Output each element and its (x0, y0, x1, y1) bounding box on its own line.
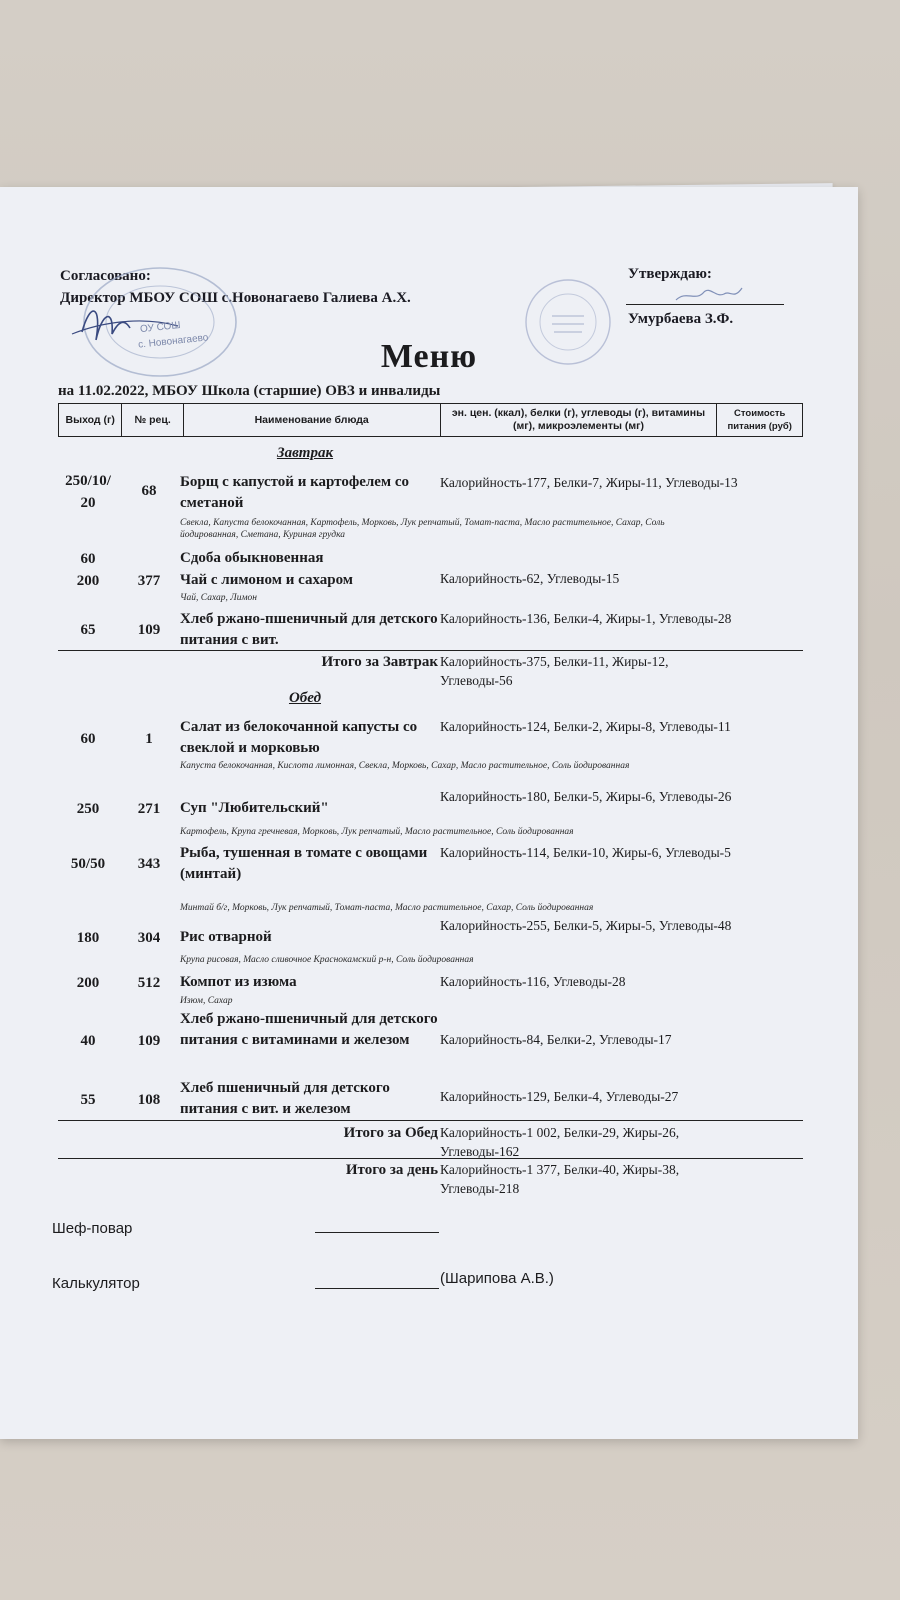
lunch-item-nutrition: Калорийность-84, Белки-2, Углеводы-17 (440, 1032, 672, 1047)
breakfast-total-rule (58, 650, 803, 651)
approve-label: Утверждаю: (628, 266, 712, 282)
lunch-item-recipe: 108 (137, 1092, 161, 1108)
breakfast-total-label: Итого за Завтрак (321, 654, 438, 670)
day-total-label: Итого за день (345, 1162, 438, 1178)
agreed-person: Директор МБОУ СОШ с.Новонагаево Галиева А.Х. (60, 290, 411, 306)
breakfast-item-name: Борщ с капустой и картофелем со сметаной (180, 474, 410, 511)
lunch-item-output: 200 (76, 975, 100, 991)
col-nutrition: эн. цен. (ккал), белки (г), углеводы (г), витамины (мг), микроэлементы (мг) (440, 404, 717, 437)
lunch-total-rule (58, 1120, 803, 1121)
lunch-item-nutrition: Калорийность-114, Белки-10, Жиры-6, Углеводы-5 (440, 845, 731, 860)
breakfast-item-nutrition: Калорийность-136, Белки-4, Жиры-1, Углеводы-28 (440, 611, 732, 626)
stamp-text-2: с. Новонагаево (137, 332, 209, 351)
day-total-value: Калорийность-1 377, Белки-40, Жиры-38, Углеводы-218 (440, 1162, 680, 1196)
breakfast-item-output: 200 (76, 573, 100, 589)
lunch-item-output: 50/50 (70, 856, 106, 872)
approve-person: Умурбаева З.Ф. (628, 311, 734, 327)
section-lunch: Обед (288, 690, 322, 706)
lunch-item-output: 180 (76, 930, 100, 946)
section-breakfast: Завтрак (276, 445, 334, 461)
breakfast-item-output: 60 (80, 551, 96, 567)
lunch-item-ingredients: Минтай б/г, Морковь, Лук репчатый, Томат-паста, Масло растительное, Сахар, Соль йодированная (180, 903, 594, 913)
lunch-item-recipe: 1 (145, 731, 153, 747)
lunch-item-name: Хлеб пшеничный для детского питания с вит. и железом (180, 1080, 390, 1117)
lunch-item-nutrition: Калорийность-255, Белки-5, Жиры-5, Углеводы-48 (440, 918, 732, 933)
lunch-item-ingredients: Крупа рисовая, Масло сливочное Краснокамский р-н, Соль йодированная (180, 955, 474, 965)
lunch-item-output: 40 (80, 1033, 96, 1049)
lunch-item-recipe: 512 (137, 975, 161, 991)
breakfast-item-recipe: 68 (141, 483, 157, 499)
calculator-name: (Шарипова А.В.) (440, 1270, 554, 1287)
lunch-item-name: Компот из изюма (180, 974, 297, 990)
page-subtitle: на 11.02.2022, МБОУ Школа (старшие) ОВЗ и инвалиды (58, 383, 441, 399)
lunch-item-name: Хлеб ржано-пшеничный для детского питания с витаминами и железом (180, 1011, 438, 1048)
breakfast-item-nutrition: Калорийность-177, Белки-7, Жиры-11, Углеводы-13 (440, 475, 738, 490)
approve-signature (672, 282, 752, 306)
lunch-item-output: 250 (76, 801, 100, 817)
lunch-item-name: Рыба, тушенная в томате с овощами (минтай) (180, 845, 428, 882)
lunch-total-value: Калорийность-1 002, Белки-29, Жиры-26, Углеводы-162 (440, 1125, 680, 1159)
day-total-rule (58, 1158, 803, 1159)
breakfast-item-recipe: 377 (137, 573, 161, 589)
lunch-item-output: 55 (80, 1092, 96, 1108)
lunch-item-nutrition: Калорийность-129, Белки-4, Углеводы-27 (440, 1089, 679, 1104)
lunch-item-output: 60 (80, 731, 96, 747)
lunch-item-recipe: 304 (137, 930, 161, 946)
lunch-item-recipe: 271 (137, 801, 161, 817)
breakfast-total-value: Калорийность-375, Белки-11, Жиры-12, Углеводы-56 (440, 654, 669, 688)
col-recipe: № рец. (122, 404, 183, 437)
breakfast-item-ingredients: Свекла, Капуста белокочанная, Картофель, Морковь, Лук репчатый, Томат-паста, Масло растительное, Сахар, Соль йодированная, Сметана, Куриная грудка (180, 518, 665, 540)
breakfast-item-output: 65 (80, 622, 96, 638)
lunch-item-name: Салат из белокочанной капусты со свеклой и морковью (180, 719, 418, 756)
breakfast-item-recipe: 109 (137, 622, 161, 638)
calculator-label: Калькулятор (52, 1275, 140, 1292)
col-output: Выход (г) (59, 404, 122, 437)
chef-label: Шеф-повар (52, 1220, 133, 1237)
breakfast-item-name: Хлеб ржано-пшеничный для детского питания с вит. (180, 611, 438, 648)
lunch-total-label: Итого за Обед (343, 1125, 438, 1141)
lunch-item-ingredients: Картофель, Крупа гречневая, Морковь, Лук репчатый, Масло растительное, Соль йодированная (180, 827, 574, 837)
chef-signature-line (315, 1232, 439, 1233)
agreed-label: Согласовано: (60, 268, 151, 284)
lunch-item-ingredients: Капуста белокочанная, Кислота лимонная, Свекла, Морковь, Сахар, Масло растительное, Соль йодированная (180, 761, 630, 771)
lunch-item-nutrition: Калорийность-124, Белки-2, Жиры-8, Углеводы-11 (440, 719, 731, 734)
lunch-item-recipe: 109 (137, 1033, 161, 1049)
lunch-item-name: Суп "Любительский" (180, 800, 329, 816)
table-header (58, 403, 803, 437)
calculator-signature-line (315, 1288, 439, 1289)
lunch-item-recipe: 343 (137, 856, 161, 872)
breakfast-item-name: Чай с лимоном и сахаром (180, 572, 354, 588)
breakfast-item-name: Сдоба обыкновенная (180, 550, 324, 566)
col-cost: Стоимость питания (руб) (717, 404, 803, 437)
lunch-item-name: Рис отварной (180, 929, 272, 945)
breakfast-item-nutrition: Калорийность-62, Углеводы-15 (440, 571, 620, 586)
breakfast-item-output: 250/10/ 20 (65, 473, 111, 511)
breakfast-item-ingredients: Чай, Сахар, Лимон (180, 593, 257, 603)
lunch-item-nutrition: Калорийность-180, Белки-5, Жиры-6, Углеводы-26 (440, 789, 732, 804)
col-name: Наименование блюда (183, 404, 440, 437)
lunch-item-nutrition: Калорийность-116, Углеводы-28 (440, 974, 626, 989)
page-title: Меню (380, 338, 478, 375)
lunch-item-ingredients: Изюм, Сахар (180, 996, 233, 1006)
stamp-text-1: ОУ СОШ (139, 319, 182, 336)
